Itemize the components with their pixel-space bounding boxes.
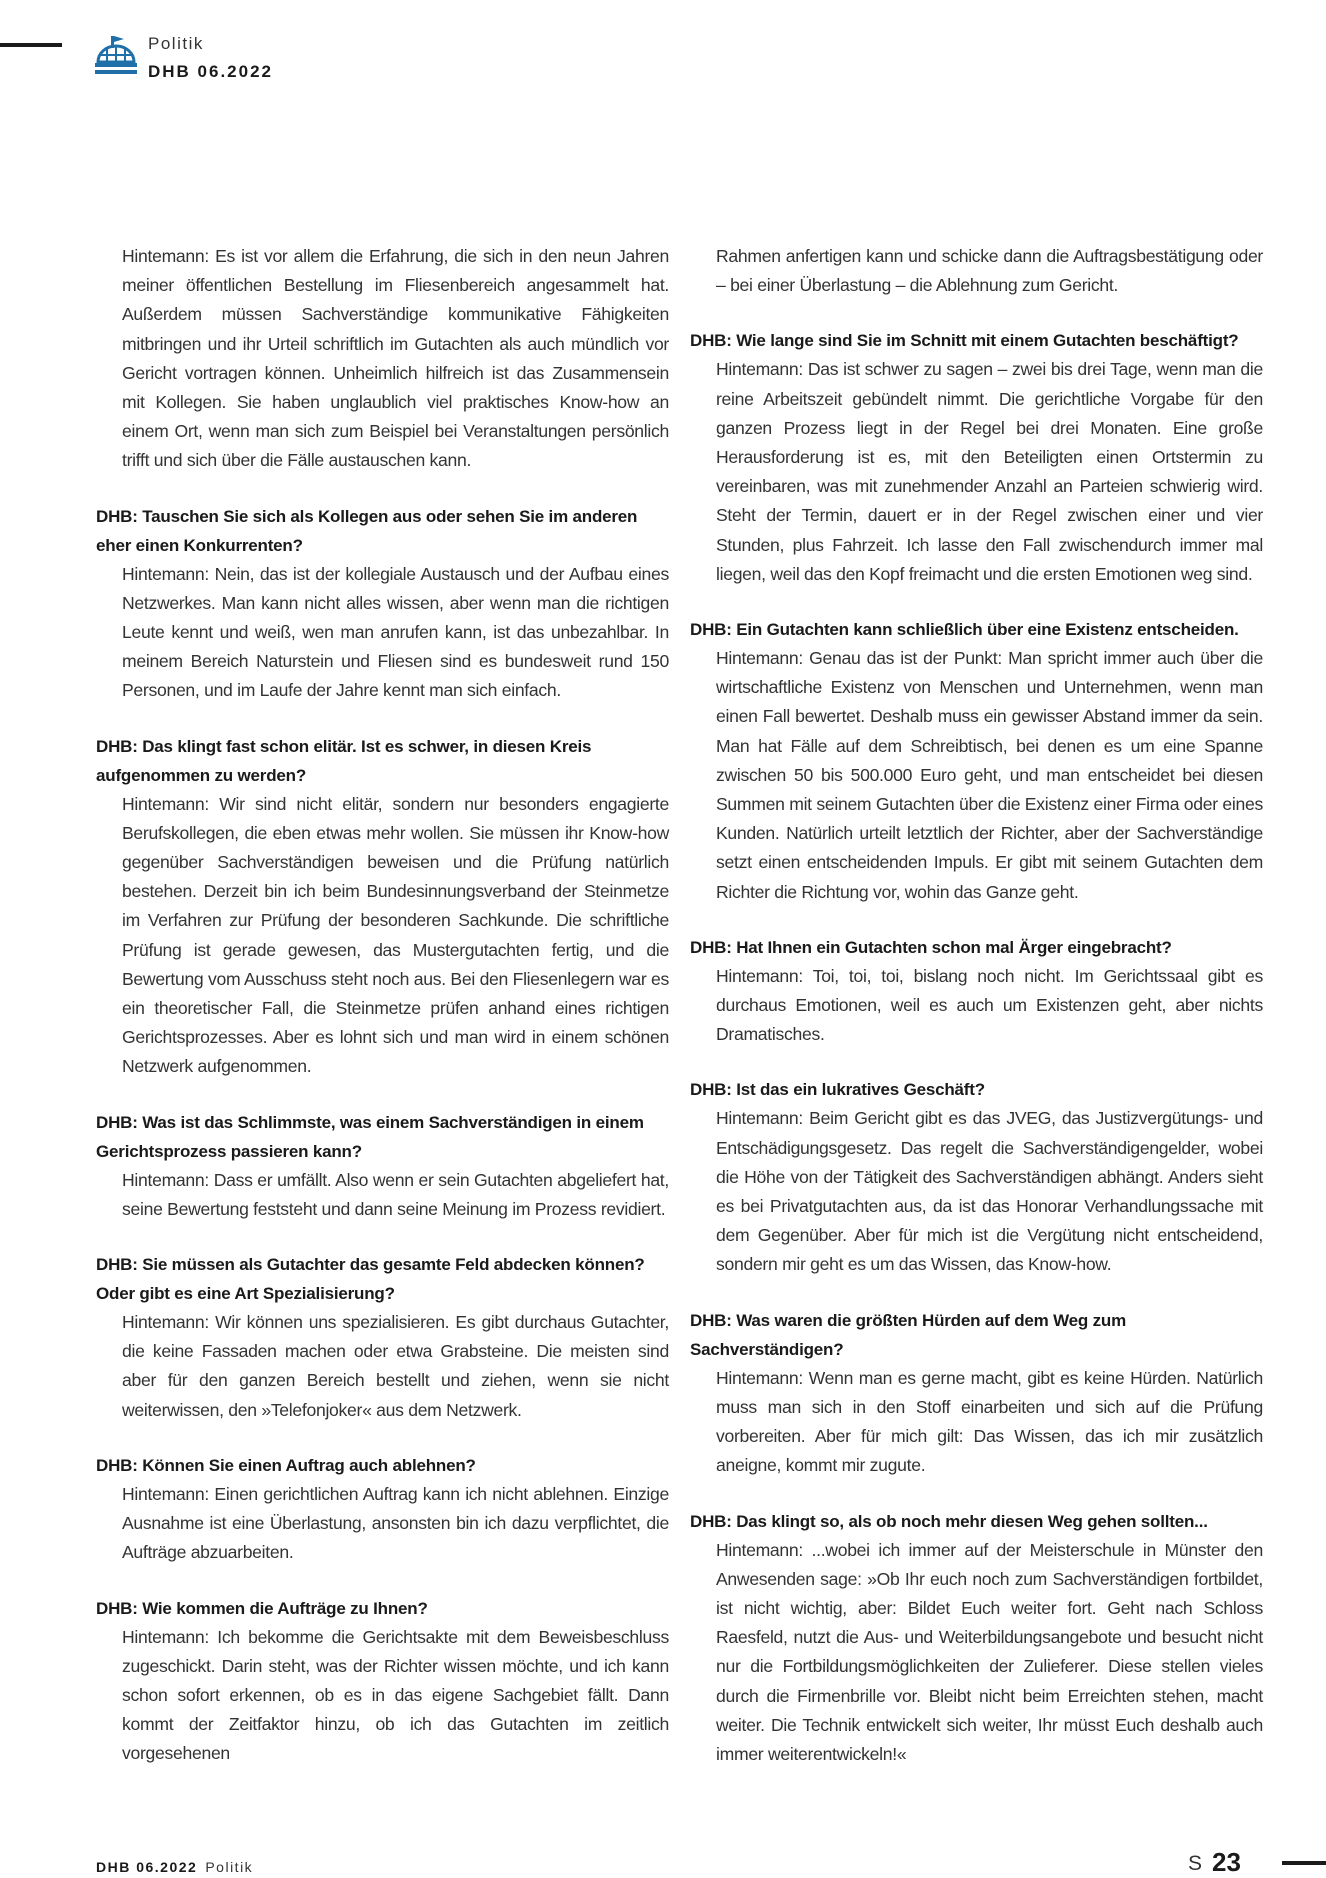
answer-text: Hintemann: Es ist vor allem die Erfahrung, die sich in den neun Jahren meiner öffentlichen Bestellung im Fliesenbereich angesammelt hat. Außerdem müssen Sachverständige kommunikative Fähigkeiten mitbringen und ihr Urteil schriftlich im Gutachten als auch mündlich vor Gericht vortragen können. Unheimlich hilfreich ist das Zusammensein mit Kollegen. Sie haben unglaublich viel praktisches Know-how an einem Ort, wenn man sich zum Beispiel bei Veranstaltungen persönlich trifft und sich über die Fälle austauschen kann. — [122, 246, 669, 471]
qa-block — [690, 1306, 1263, 1481]
answer-text: Hintemann: Wir können uns spezialisieren. Es gibt durchaus Gutachter, die keine Fassaden machen oder etwa Grabsteine. Die meisten sind aber für den ganzen Bereich bestellt und ziehen, wenn sie nicht weiterwissen, den »Telefonjoker« aus dem Netzwerk. — [122, 1312, 669, 1420]
header-section: Politik — [148, 34, 204, 53]
question-text: DHB: Das klingt so, als ob noch mehr diesen Weg gehen sollten... — [690, 1511, 1208, 1531]
page-number: 23 — [1212, 1847, 1241, 1877]
question-text: DHB: Wie kommen die Aufträge zu Ihnen? — [96, 1598, 428, 1618]
question-text: DHB: Wie lange sind Sie im Schnitt mit einem Gutachten beschäftigt? — [690, 331, 1239, 351]
question-text: DHB: Das klingt fast schon elitär. Ist es schwer, in diesen Kreis aufgenommen zu werden? — [96, 736, 592, 785]
footer-info — [96, 1859, 253, 1875]
question-text: DHB: Können Sie einen Auftrag auch ablehnen? — [96, 1455, 476, 1475]
qa-block — [96, 1250, 669, 1425]
page-prefix: S — [1188, 1852, 1203, 1875]
answer-text: Hintemann: Wenn man es gerne macht, gibt es keine Hürden. Natürlich muss man sich in den Stoff einarbeiten und sich auf die Prüfung vorbereiten. Aber für mich gilt: Das Wissen, das ich mir zusätzlich aneigne, kommt mir zugute. — [716, 1367, 1263, 1476]
qa-block — [690, 1507, 1263, 1770]
qa-block — [96, 1451, 669, 1568]
qa-block — [690, 1075, 1263, 1279]
footer-rule — [1282, 1861, 1326, 1865]
answer-text: Hintemann: Einen gerichtlichen Auftrag kann ich nicht ablehnen. Einzige Ausnahme ist eine Überlastung, ansonsten bin ich dazu verpflichtet, die Aufträge abzuarbeiten. — [122, 1483, 669, 1563]
question-text: DHB: Tauschen Sie sich als Kollegen aus oder sehen Sie im anderen eher einen Konkurrenten? — [96, 506, 638, 555]
question-text: DHB: Sie müssen als Gutachter das gesamte Feld abdecken können? Oder gibt es eine Art Spezialisierung? — [96, 1255, 645, 1304]
qa-block — [690, 615, 1263, 907]
answer-text: Hintemann: Ich bekomme die Gerichtsakte mit dem Beweisbeschluss zugeschickt. Darin steht, was der Richter wissen möchte, und ich kann schon sofort erkennen, ob es in das eigene Sachgebiet fällt. Dann kommt der Zeitfaktor hinzu, ob ich das Gutachten im zeitlich vorgesehenen — [122, 1626, 669, 1764]
answer-text: Hintemann: Dass er umfällt. Also wenn er sein Gutachten abgeliefert hat, seine Bewertung feststeht und dann seine Meinung im Prozess revidiert. — [122, 1169, 669, 1219]
qa-block — [96, 1594, 669, 1769]
question-text: DHB: Hat Ihnen ein Gutachten schon mal Ärger eingebracht? — [690, 937, 1172, 957]
answer-text: Hintemann: ...wobei ich immer auf der Meisterschule in Münster den Anwesenden sage: »Ob Ihr euch noch zum Sachverständigen fortbildet, ist nicht wichtig, aber: Bildet Euch weiter fort. Geht nach Schloss Raesfeld, nutzt die Aus- und Weiterbildungsangebote und besucht nicht nur die Fortbildungsmöglichkeiten der Zulieferer. Diese stellen vieles durch die Firmenbrille vor. Bleibt nicht beim Erreichten stehen, macht weiter. Die Technik entwickelt sich weiter, Ihr müsst Euch deshalb auch immer weiterentwickeln!« — [716, 1539, 1263, 1764]
qa-block — [96, 732, 669, 1082]
qa-block — [690, 933, 1263, 1050]
answer-text: Rahmen anfertigen kann und schicke dann die Auftragsbestätigung oder – bei einer Überlastung – die Ablehnung zum Gericht. — [716, 246, 1263, 296]
answer-text: Hintemann: Beim Gericht gibt es das JVEG, das Justizvergütungs- und Entschädigungsgesetz. Das regelt die Sachverständigengelder, wobei die Höhe von der Tätigkeit des Sachverständigen abhängt. Anders sieht es bei Privatgutachten aus, da ist das Honorar Verhandlungssache mit dem Gegenüber. Aber für mich ist die Vergütung nicht entscheidend, sondern mir geht es um das Wissen, das Know-how. — [716, 1108, 1263, 1275]
answer-text: Hintemann: Das ist schwer zu sagen – zwei bis drei Tage, wenn man die reine Arbeitszeit gebündelt nimmt. Die gerichtliche Vorgabe für den ganzen Prozess liegt in der Regel bei drei Monaten. Eine große Herausforderung ist es, mit den Beteiligten einen Ortstermin zu vereinbaren, was mit zunehmender Anzahl an Parteien schwierig wird. Steht der Termin, dauert er in der Regel zwischen einer und vier Stunden, plus Fahrzeit. Ich lasse den Fall zwischendurch immer mal liegen, weil das den Kopf freimacht und die ersten Emotionen weg sind. — [716, 359, 1263, 584]
answer-text: Hintemann: Nein, das ist der kollegiale Austausch und der Aufbau eines Netzwerkes. Man kann nicht alles wissen, aber wenn man die richtigen Leute kennt und weiß, wen man anrufen kann, ist das unbezahlbar. In meinem Bereich Naturstein und Fliesen sind es bundesweit rund 150 Personen, und im Laufe der Jahre kennt man sich einfach. — [122, 563, 669, 701]
qa-block — [690, 326, 1263, 589]
question-text: DHB: Was waren die größten Hürden auf dem Weg zum Sachverständigen? — [690, 1310, 1127, 1359]
qa-block — [96, 1108, 669, 1224]
footer-section: Politik — [205, 1859, 254, 1875]
continuation-block — [690, 242, 1263, 300]
footer-issue: DHB 06.2022 — [96, 1859, 198, 1875]
dome-building-icon — [94, 34, 138, 76]
answer-text: Hintemann: Genau das ist der Punkt: Man spricht immer auch über die wirtschaftliche Existenz von Menschen und Unternehmen, wenn man einen Fall bewertet. Deshalb muss ein gewisser Abstand immer da sein. Man hat Fälle auf dem Schreibtisch, bei denen es um eine Spanne zwischen 50 bis 500.000 Euro geht, und man entscheidet bei diesen Summen mit seinem Gutachten über die Existenz einer Firma oder eines Kunden. Natürlich urteilt letztlich der Richter, aber der Sachverständige setzt einen entscheidenden Impuls. Er gibt mit seinem Gutachten dem Richter die Richtung vor, wohin das Ganze geht. — [716, 648, 1263, 902]
qa-block — [96, 502, 669, 706]
answer-text: Hintemann: Wir sind nicht elitär, sondern nur besonders engagierte Berufskollegen, die eben etwas mehr wollen. Sie müssen ihr Know-how gegenüber Sachverständigen beweisen und die Prüfung natürlich bestehen. Derzeit bin ich beim Bundesinnungsverband der Steinmetze im Verfahren zur Prüfung der besonderen Sachkunde. Die schriftliche Prüfung ist gerade gewesen, das Mustergutachten fertig, und die Bewertung vom Ausschuss steht noch aus. Bei den Fliesenlegern war es ein theoretischer Fall, die Steinmetze prüfen anhand eines richtigen Gerichtsprozesses. Aber es lohnt sich und man wird in einem schönen Netzwerk aufgenommen. — [122, 793, 669, 1077]
header-issue: DHB 06.2022 — [148, 62, 274, 81]
answer-text: Hintemann: Toi, toi, toi, bislang noch nicht. Im Gerichtssaal gibt es durchaus Emotionen, weil es auch um Existenzen geht, aber nichts Dramatisches. — [716, 965, 1263, 1045]
right-column — [690, 242, 1263, 1795]
question-text: DHB: Ist das ein lukratives Geschäft? — [690, 1080, 985, 1100]
left-column — [96, 242, 669, 1795]
question-text: DHB: Was ist das Schlimmste, was einem Sachverständigen in einem Gerichtsprozess passieren kann? — [96, 1112, 644, 1161]
question-text: DHB: Ein Gutachten kann schließlich über eine Existenz entscheiden. — [690, 620, 1239, 640]
header-rule — [0, 43, 62, 47]
intro-block — [96, 242, 669, 476]
